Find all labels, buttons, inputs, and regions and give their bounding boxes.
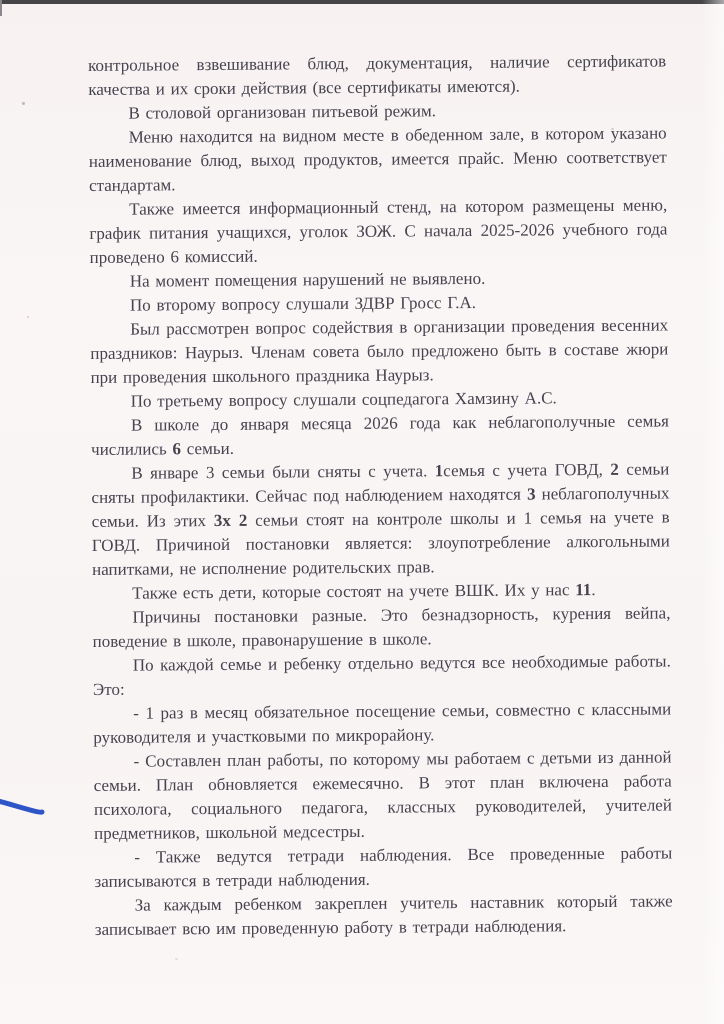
text-run: За каждым ребенком закреплен учитель наставник который также записывает всю им проведенную работу в тетради наблюдения.	[94, 891, 673, 939]
paragraph	[93, 649, 671, 702]
text-run: контрольное взвешивание блюд, документация, наличие сертификатов качества и их сроки действия (все сертификаты имеются).	[88, 51, 667, 99]
text-run: - Также ведутся тетради наблюдения. Все проведенные работы записываются в тетради наблюдения.	[94, 843, 673, 891]
text-run: На момент помещения нарушений не выявлено.	[129, 268, 486, 291]
text-run: семья с учета ГОВД,	[443, 459, 611, 481]
bold-run: 3	[526, 484, 536, 504]
paragraph	[95, 889, 673, 942]
text-run: Меню находится на видном месте в обеденном зале, в котором указано наименование блюд, выход продуктов, имеется прайс. Меню соответствует стандартам.	[88, 123, 667, 195]
text-run: По третьему вопросу слушали соцпедагога Хамзину А.С.	[130, 388, 557, 411]
text-run: По каждой семье и ребенку отдельно ведутся все необходимые работы. Это:	[92, 651, 671, 699]
text-run: семьи стоят на контроле школы и 1 семья на учете в ГОВД. Причиной постановки является: злоупотребление алкогольными напитками, не исполнение родительских прав.	[91, 507, 670, 579]
scan-speck	[27, 316, 29, 318]
text-run: семьи.	[180, 438, 235, 459]
paragraph	[91, 457, 670, 582]
bold-run: 11	[575, 580, 592, 600]
text-run: Был рассмотрен вопрос содействия в организации проведения весенних праздников: Наурыз. Членам совета было предложено быть в составе жюри при проведения школьного праздника Наурыз.	[90, 315, 669, 387]
paragraph	[89, 121, 668, 198]
paragraph	[93, 697, 671, 750]
pen-mark	[0, 793, 56, 825]
scan-edge-artifact-right	[702, 0, 724, 1024]
scan-edge-artifact-top	[0, 0, 724, 4]
text-run: - 1 раз в месяц обязательное посещение семьи, совместно с классными руководителя и участковыми по микрорайону.	[93, 699, 672, 747]
scan-speck	[175, 958, 178, 960]
text-run: Также есть дети, которые состоят на учете ВШК. Их у нас	[132, 580, 576, 603]
text-run: неблагополучных семьи. Из этих	[91, 483, 670, 531]
scan-speck	[22, 102, 25, 105]
bold-run: 2	[610, 459, 619, 479]
text-run: В столовой организован питьевой режим.	[128, 101, 436, 123]
paragraph	[91, 409, 669, 462]
paragraph	[90, 313, 669, 390]
paragraph	[93, 745, 672, 846]
paragraph	[92, 601, 670, 654]
text-run: - Составлен план работы, по которому мы работаем с детьми из данной семьи. План обновляется ежемесячно. В этот план включена работа психолога, социального педагога, классных руководителей, учителей предметников, школьной медсестры.	[93, 747, 672, 843]
text-run: В школе до января месяца 2026 года как неблагополучные семья числились	[91, 411, 669, 459]
text-run: .	[591, 580, 596, 600]
text-run: По второму вопросу слушали ЗДВР Гросс Г.А.	[129, 292, 477, 315]
text-run: Также имеется информационный стенд, на котором размещены меню, график питания учащихся, уголок ЗОЖ. С начала 2025-2026 учебного года проведено 6 комиссий.	[89, 195, 668, 267]
text-block	[88, 49, 673, 942]
paragraph	[89, 193, 668, 270]
bold-run: 3х 2	[213, 510, 248, 531]
scan-edge-artifact-left	[0, 0, 2, 16]
paragraph	[94, 841, 672, 894]
text-run: Причины постановки разные. Это безнадзорность, курения вейпа, поведение в школе, правонарушение в школе.	[92, 603, 671, 651]
bold-run: 6	[172, 439, 182, 459]
paragraph	[88, 49, 666, 102]
text-run: семьи сняты профилактики. Сейчас под наблюдением находятся	[91, 459, 670, 507]
text-run: В январе 3 семьи были сняты с учета.	[131, 461, 435, 483]
bold-run: 1	[434, 461, 444, 481]
